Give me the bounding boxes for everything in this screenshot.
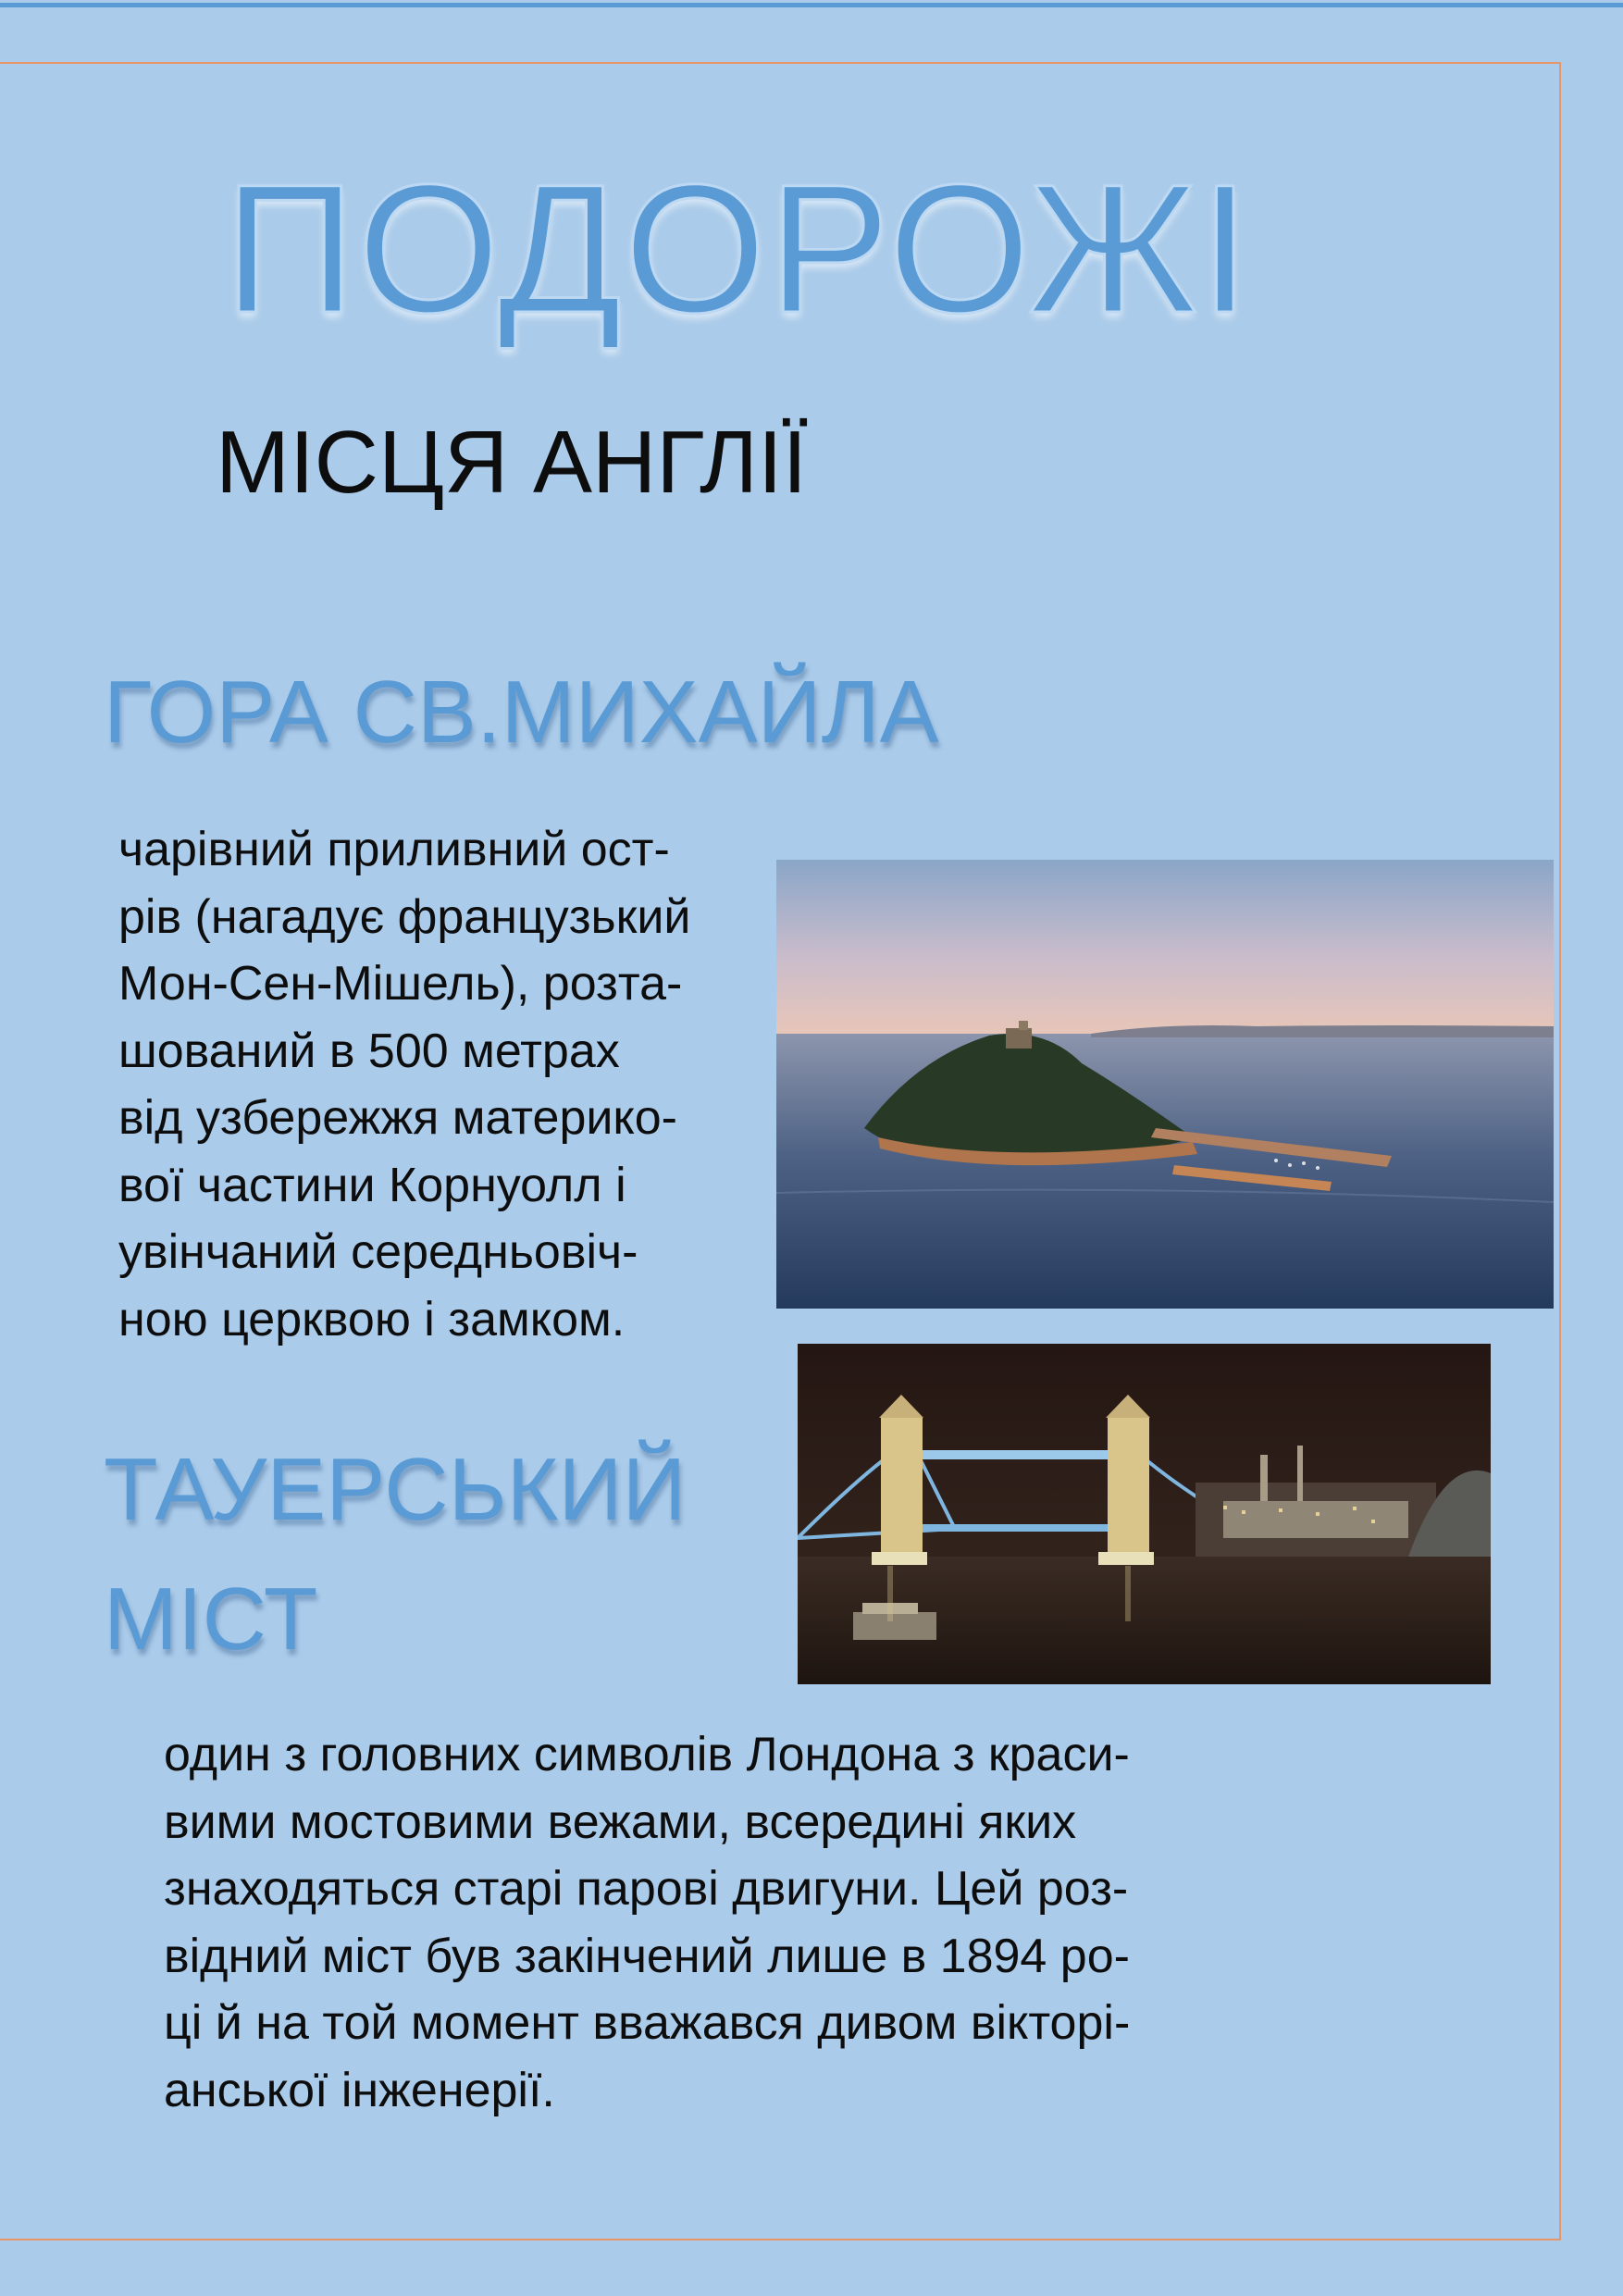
section-heading-st-michaels-mount: ГОРА СВ.МИХАЙЛА	[104, 663, 939, 762]
st-michaels-mount-photo	[776, 860, 1554, 1309]
section-body-st-michaels-mount: чарівний приливний ост- рів (нагадує французький Мон-Сен-Мішель), розта- шований в 500 метрах від узбережжя материко- вої частини Корнуолл і увінчаний середньовіч- ною церквою і замком.	[118, 823, 691, 1347]
page-subtitle: МІСЦЯ АНГЛІЇ	[216, 413, 808, 512]
section-heading-tower-bridge: ТАУЕРСЬКИЙ МІСТ	[104, 1440, 687, 1669]
page-title: ПОДОРОЖІ	[224, 146, 1253, 351]
tower-bridge-photo	[798, 1344, 1491, 1684]
section-body-tower-bridge: один з головних символів Лондона з краси- вими мостовими вежами, всередині яких знаходяться старі парові двигуни. Цей роз- відний міст був закінчений лише в 1894 ро- ці й на той момент вважався дивом вікторі- анської інженерії.	[164, 1728, 1131, 2117]
top-rule	[0, 3, 1623, 7]
